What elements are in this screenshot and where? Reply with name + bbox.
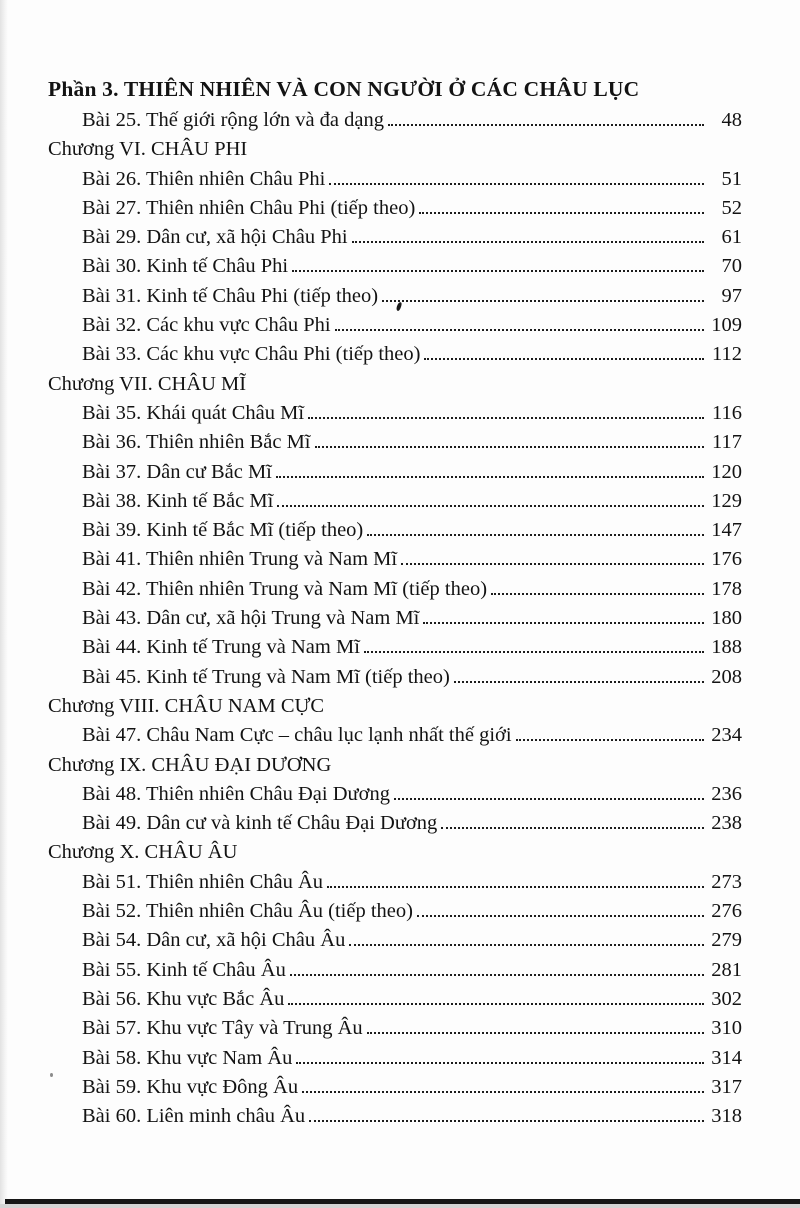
toc-entry-label: Bài 55. Kinh tế Châu Âu <box>82 958 286 981</box>
toc-entry-row <box>48 165 742 194</box>
dot-leader <box>277 505 704 507</box>
toc-entry-row <box>48 1014 742 1043</box>
toc-entry-label: Bài 27. Thiên nhiên Châu Phi (tiếp theo) <box>82 196 416 219</box>
toc-entry-label: Bài 42. Thiên nhiên Trung và Nam Mĩ (tiếp theo) <box>82 577 488 600</box>
dot-leader <box>335 329 704 331</box>
dot-leader <box>441 827 704 829</box>
dot-leader <box>329 183 704 185</box>
toc-entry-label: Bài 36. Thiên nhiên Bắc Mĩ <box>82 431 311 454</box>
toc-chapter-label: Chương VI. CHÂU PHI <box>48 138 248 161</box>
toc-entry-row <box>48 575 742 604</box>
dot-leader <box>491 593 704 595</box>
dot-leader <box>454 681 704 683</box>
toc-entry-page-number: 97 <box>721 284 742 307</box>
dot-leader <box>349 944 704 946</box>
part-heading: Phần 3. THIÊN NHIÊN VÀ CON NGƯỜI Ở CÁC CHÂU LỤC <box>48 77 640 101</box>
toc-entry-page-number: 238 <box>711 812 742 835</box>
toc-entry-row <box>48 1102 742 1131</box>
dot-leader <box>288 1003 704 1005</box>
toc-entry-row <box>48 926 742 955</box>
toc-entry-label: Bài 29. Dân cư, xã hội Châu Phi <box>82 226 348 249</box>
toc-entry-row <box>48 194 742 223</box>
toc-entry-row <box>48 516 742 545</box>
toc-entry-row <box>48 399 742 428</box>
toc-entry-page-number: 234 <box>711 724 742 747</box>
toc-entry-page-number: 281 <box>711 958 742 981</box>
toc-entry-label: Bài 47. Châu Nam Cực – châu lục lạnh nhất thế giới <box>82 724 512 747</box>
dot-leader <box>309 1120 704 1122</box>
toc-entry-page-number: 276 <box>711 900 742 923</box>
toc-entry-page-number: 120 <box>711 460 742 483</box>
toc-entry-label: Bài 51. Thiên nhiên Châu Âu <box>82 870 324 893</box>
scan-bottom-bar <box>5 1199 800 1204</box>
scan-bottom-shadow <box>0 1204 800 1208</box>
toc-entry-page-number: 109 <box>711 314 742 337</box>
dot-leader <box>364 651 704 653</box>
toc-chapter-label: Chương VIII. CHÂU NAM CỰC <box>48 694 325 717</box>
toc-entry-row <box>48 897 742 926</box>
toc-entry-page-number: 302 <box>711 987 742 1010</box>
toc-entry-row <box>48 428 742 457</box>
toc-entry-label: Bài 39. Kinh tế Bắc Mĩ (tiếp theo) <box>82 519 364 542</box>
toc-entry-page-number: 317 <box>711 1075 742 1098</box>
toc-entry-row <box>48 633 742 662</box>
toc-entry-row <box>48 721 742 750</box>
dot-leader <box>367 1032 704 1034</box>
dot-leader <box>302 1091 704 1093</box>
toc-entry-label: Bài 25. Thế giới rộng lớn và đa dạng <box>82 109 384 131</box>
dot-leader <box>382 300 704 302</box>
toc-entry-page-number: 188 <box>711 636 742 659</box>
toc-entry-label: Bài 58. Khu vực Nam Âu <box>82 1046 293 1069</box>
toc-chapter-row <box>48 838 742 867</box>
dot-leader <box>401 563 704 565</box>
toc-list <box>48 106 742 1131</box>
toc-entry-page-number: 279 <box>711 929 742 952</box>
toc-entry-row <box>48 252 742 281</box>
toc-entry-label: Bài 43. Dân cư, xã hội Trung và Nam Mĩ <box>82 607 420 630</box>
dot-leader <box>352 241 704 243</box>
toc-entry-page-number: 52 <box>721 196 742 219</box>
dot-leader <box>290 974 704 976</box>
toc-entry-row <box>48 223 742 252</box>
dot-leader <box>516 739 704 741</box>
toc-entry-page-number: 129 <box>711 489 742 512</box>
dot-leader <box>388 124 704 126</box>
dot-leader <box>292 270 704 272</box>
toc-entry-page-number: 273 <box>711 870 742 893</box>
toc-entry-label: Bài 33. Các khu vực Châu Phi (tiếp theo) <box>82 343 421 366</box>
toc-entry-row <box>48 604 742 633</box>
toc-entry-row <box>48 282 742 311</box>
dot-leader <box>423 622 704 624</box>
toc-entry-label: Bài 32. Các khu vực Châu Phi <box>82 314 331 337</box>
toc-entry-label: Bài 59. Khu vực Đông Âu <box>82 1075 299 1098</box>
toc-entry-label: Bài 45. Kinh tế Trung và Nam Mĩ (tiếp theo) <box>82 665 450 688</box>
toc-entry-row <box>48 663 742 692</box>
toc-entry-row <box>48 956 742 985</box>
toc-content <box>48 74 742 1131</box>
toc-entry-label: Bài 38. Kinh tế Bắc Mĩ <box>82 489 274 512</box>
toc-entry-label: Bài 57. Khu vực Tây và Trung Âu <box>82 1017 363 1040</box>
toc-entry-row <box>48 106 742 135</box>
toc-entry-page-number: 176 <box>711 548 742 571</box>
dot-leader <box>308 417 704 419</box>
toc-chapter-label: Chương IX. CHÂU ĐẠI DƯƠNG <box>48 753 332 776</box>
scan-edge-shadow <box>0 0 8 1208</box>
toc-entry-page-number: 147 <box>711 519 742 542</box>
dot-leader <box>394 798 704 800</box>
toc-entry-label: Bài 54. Dân cư, xã hội Châu Âu <box>82 929 346 952</box>
toc-entry-label: Bài 49. Dân cư và kinh tế Châu Đại Dương <box>82 812 438 835</box>
toc-entry-row <box>48 809 742 838</box>
toc-entry-page-number: 310 <box>711 1017 742 1040</box>
dot-leader <box>276 476 704 478</box>
toc-entry-page-number: 112 <box>712 343 742 366</box>
toc-entry-row <box>48 545 742 574</box>
toc-entry-page-number: 116 <box>712 401 742 424</box>
toc-entry-page-number: 208 <box>711 665 742 688</box>
toc-entry-row <box>48 780 742 809</box>
toc-entry-label: Bài 30. Kinh tế Châu Phi <box>82 255 289 278</box>
toc-entry-label: Bài 48. Thiên nhiên Châu Đại Dương <box>82 782 390 805</box>
dot-leader <box>315 446 704 448</box>
toc-entry-row <box>48 985 742 1014</box>
toc-entry-row <box>48 458 742 487</box>
dot-leader <box>367 534 704 536</box>
toc-entry-row <box>48 487 742 516</box>
toc-entry-row <box>48 1073 742 1102</box>
toc-entry-page-number: 61 <box>721 226 742 249</box>
toc-entry-page-number: 70 <box>721 255 742 278</box>
toc-chapter-row <box>48 692 742 721</box>
toc-entry-page-number: 314 <box>711 1046 742 1069</box>
toc-entry-page-number: 318 <box>711 1105 742 1128</box>
toc-entry-label: Bài 44. Kinh tế Trung và Nam Mĩ <box>82 636 360 659</box>
toc-chapter-label: Chương X. CHÂU ÂU <box>48 841 238 864</box>
toc-chapter-row <box>48 751 742 780</box>
toc-entry-page-number: 117 <box>712 431 742 454</box>
scan-artifact-speck <box>50 1073 53 1077</box>
toc-entry-row <box>48 1044 742 1073</box>
dot-leader <box>419 212 704 214</box>
toc-entry-page-number: 236 <box>711 782 742 805</box>
toc-entry-label: Bài 41. Thiên nhiên Trung và Nam Mĩ <box>82 548 398 571</box>
toc-entry-label: Bài 52. Thiên nhiên Châu Âu (tiếp theo) <box>82 900 413 923</box>
dot-leader <box>417 915 704 917</box>
toc-entry-label: Bài 60. Liên minh châu Âu <box>82 1105 306 1128</box>
toc-entry-page-number: 51 <box>721 167 742 190</box>
toc-entry-label: Bài 26. Thiên nhiên Châu Phi <box>82 167 326 190</box>
toc-chapter-row <box>48 370 742 399</box>
dot-leader <box>327 886 704 888</box>
toc-entry-row <box>48 311 742 340</box>
dot-leader <box>296 1062 704 1064</box>
toc-entry-label: Bài 56. Khu vực Bắc Âu <box>82 987 285 1010</box>
toc-entry-page-number: 180 <box>711 607 742 630</box>
toc-entry-page-number: 48 <box>721 109 742 131</box>
toc-entry-page-number: 178 <box>711 577 742 600</box>
toc-entry-label: Bài 37. Dân cư Bắc Mĩ <box>82 460 272 483</box>
toc-entry-row <box>48 340 742 369</box>
toc-chapter-label: Chương VII. CHÂU MĨ <box>48 372 247 395</box>
toc-entry-label: Bài 35. Khái quát Châu Mĩ <box>82 401 305 424</box>
toc-entry-row <box>48 868 742 897</box>
toc-chapter-row <box>48 135 742 164</box>
toc-entry-label: Bài 31. Kinh tế Châu Phi (tiếp theo) <box>82 284 379 307</box>
dot-leader <box>424 358 704 360</box>
